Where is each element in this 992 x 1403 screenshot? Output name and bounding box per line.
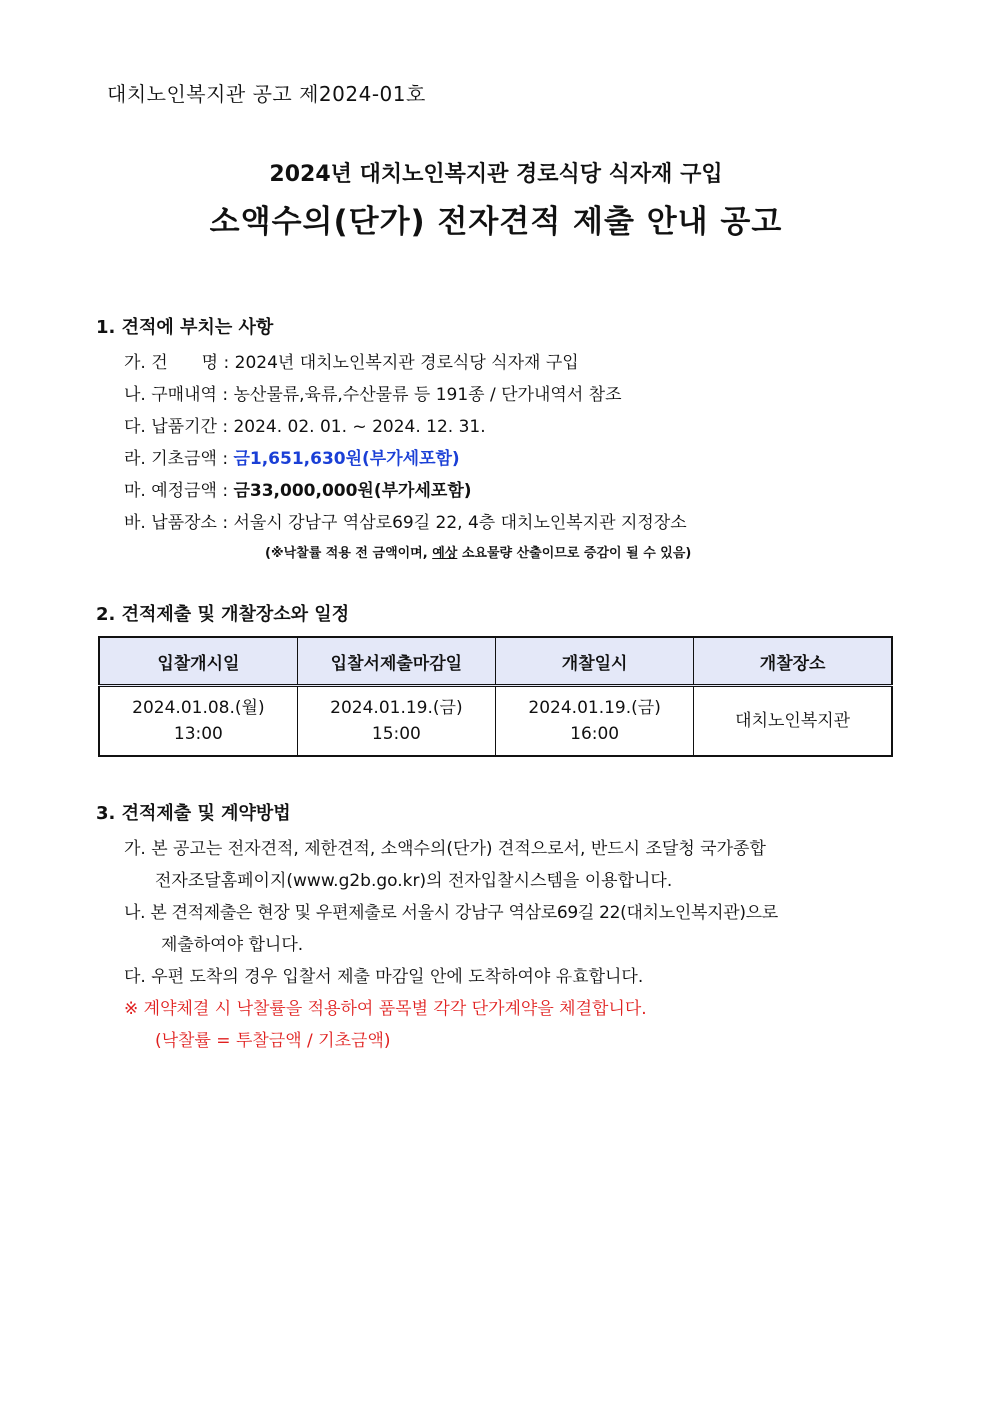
item-value: 금1,651,630원(부가세포함) — [233, 449, 460, 469]
table-row — [99, 686, 892, 757]
item-delivery-period — [124, 412, 486, 437]
cell-time: 15:00 — [371, 724, 421, 744]
item-delivery-place — [124, 508, 687, 533]
table-cell — [694, 686, 892, 757]
table-cell — [99, 686, 297, 757]
cell-date: 2024.01.08.(월) — [132, 698, 265, 718]
cell-date: 2024.01.19.(금) — [528, 698, 661, 718]
cell-date: 2024.01.19.(금) — [330, 698, 463, 718]
table-cell — [297, 686, 495, 757]
table-cell — [496, 686, 694, 757]
item-value: 2024년 대치노인복지관 경로식당 식자재 구입 — [234, 353, 579, 373]
para-ga-line-2: 전자조달홈페이지(www.g2b.go.kr)의 전자입찰시스템을 이용합니다. — [155, 871, 673, 891]
para-na-line-1: 나. 본 견적제출은 현장 및 우편제출로 서울시 강남구 역삼로69길 22(대치노인복지관)으로 — [124, 903, 778, 923]
item-label: 라. 기초금액 : — [124, 449, 229, 469]
title-line-1: 2024년 대치노인복지관 경로식당 식자재 구입 — [269, 162, 723, 187]
para-ga-line-1: 가. 본 공고는 전자견적, 제한견적, 소액수의(단가) 견적으로서, 반드시 조달청 국가종합 — [124, 839, 766, 859]
item-value: 농산물류,육류,수산물류 등 191종 / 단가내역서 참조 — [233, 385, 622, 405]
notice-number: 대치노인복지관 공고 제2024-01호 — [107, 82, 426, 106]
item-label: 다. 납품기간 : — [124, 417, 229, 437]
item-name — [124, 348, 579, 373]
item-value: 2024. 02. 01. ~ 2024. 12. 31. — [233, 417, 486, 437]
cell-place: 대치노인복지관 — [735, 711, 851, 731]
section-2-heading: 2. 견적제출 및 개찰장소와 일정 — [96, 604, 350, 625]
column-header: 입찰서제출마감일 — [297, 637, 495, 686]
item-estimated-amount — [124, 476, 472, 501]
item-label: 나. 구매내역 : — [124, 385, 229, 405]
item-purchase — [124, 380, 622, 405]
table-header-row — [99, 637, 892, 686]
column-header: 입찰개시일 — [99, 637, 297, 686]
note-text: (※낙찰률 적용 전 금액이며, — [265, 546, 433, 561]
title-line-2: 소액수의(단가) 전자견적 제출 안내 공고 — [209, 204, 783, 240]
column-header: 개찰일시 — [496, 637, 694, 686]
note-underlined: 예상 — [432, 546, 458, 561]
item-label: 마. 예정금액 : — [124, 481, 229, 501]
para-na-line-2: 제출하여야 합니다. — [161, 935, 304, 955]
schedule-table — [98, 636, 893, 757]
item-label: 바. 납품장소 : — [124, 513, 229, 533]
amount-note — [265, 542, 691, 561]
para-da: 다. 우편 도착의 경우 입찰서 제출 마감일 안에 도착하여야 유효합니다. — [124, 967, 644, 987]
contract-note-line-2: (낙찰률 = 투찰금액 / 기초금액) — [155, 1031, 391, 1051]
item-label: 가. 건 명 : — [124, 353, 230, 373]
cell-time: 13:00 — [173, 724, 223, 744]
item-base-amount — [124, 444, 460, 469]
cell-time: 16:00 — [570, 724, 620, 744]
contract-note-line-1: ※ 계약체결 시 낙찰률을 적용하여 품목별 각각 단가계약을 체결합니다. — [124, 999, 647, 1019]
section-3-heading: 3. 견적제출 및 계약방법 — [96, 803, 291, 824]
note-text: 소요물량 산출이므로 증감이 될 수 있음) — [457, 546, 692, 561]
section-1-heading: 1. 견적에 부치는 사항 — [96, 317, 274, 338]
column-header: 개찰장소 — [694, 637, 892, 686]
item-value: 금33,000,000원(부가세포함) — [233, 481, 472, 501]
item-value: 서울시 강남구 역삼로69길 22, 4층 대치노인복지관 지정장소 — [233, 513, 687, 533]
